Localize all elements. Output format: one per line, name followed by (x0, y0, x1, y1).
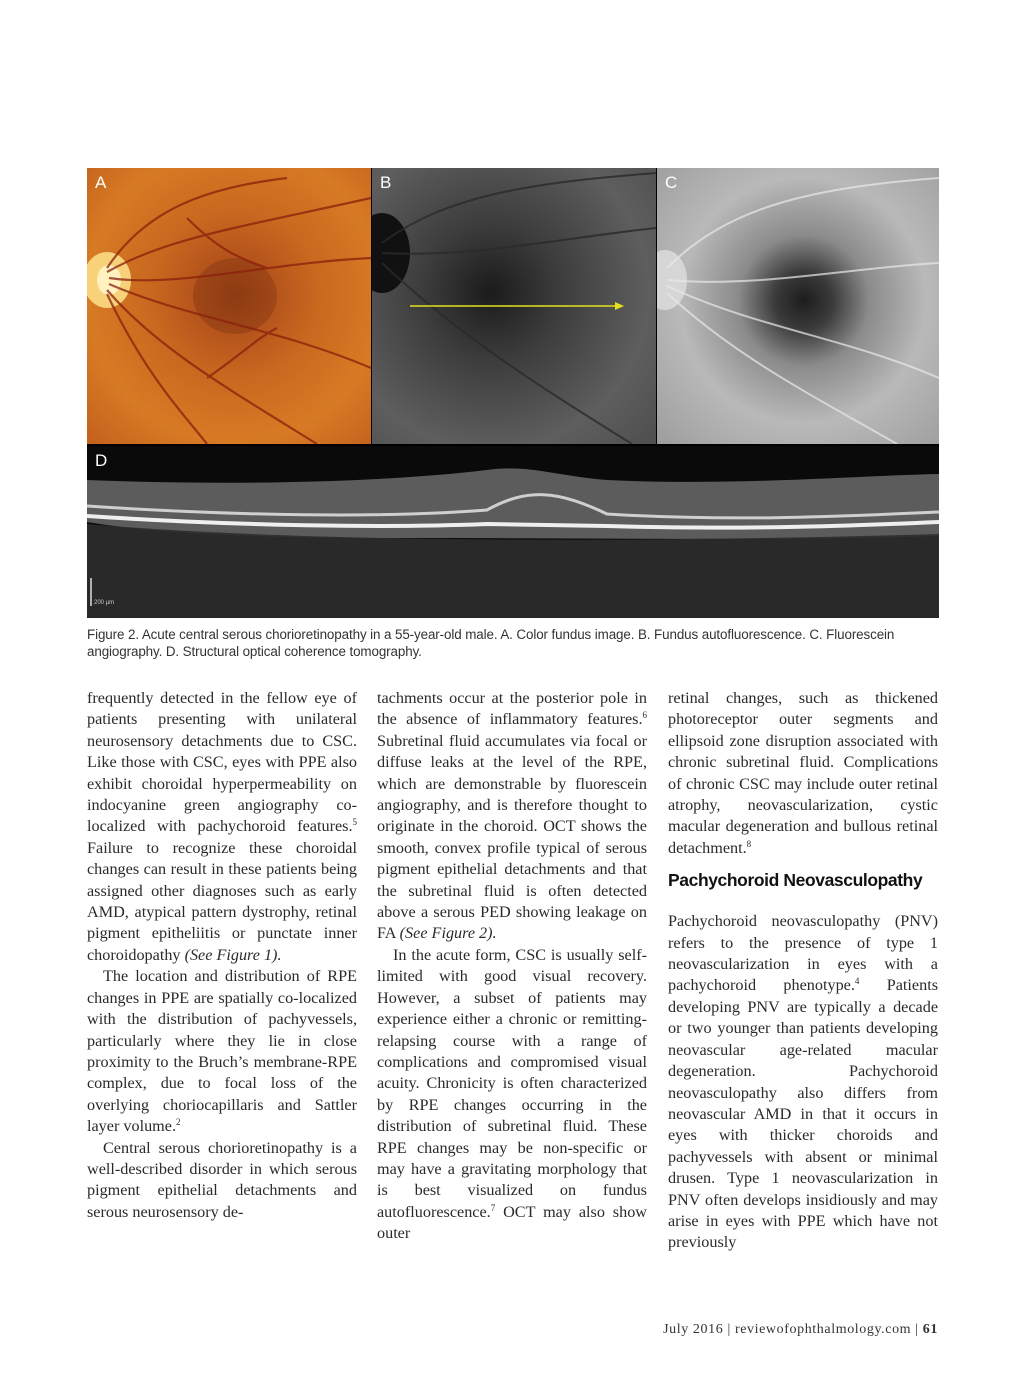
section-heading: Pachychoroid Neovasculopathy (668, 870, 923, 891)
text: Central serous chorioretinopathy is a well-described disorder in which serous pigment epithelial detachments and serous neurosensory de- (87, 1138, 357, 1221)
reference: 8 (746, 838, 752, 849)
figure-caption: Figure 2. Acute central serous chorioretinopathy in a 55-year-old male. A. Color fundus image. B. Fundus autofluorescence. C. Fluorescein angiography. D. Structural optical coherence tomography. (87, 627, 895, 659)
fundus-autofluorescence-image (372, 168, 656, 444)
page-number: 61 (922, 1322, 938, 1337)
panel-label-a: A (95, 173, 107, 192)
paragraph (87, 966, 357, 1137)
fundus-vessels (87, 168, 371, 444)
panel-label-c: C (665, 173, 678, 192)
fluorescein-angiography-image (657, 168, 939, 444)
paragraph (87, 688, 357, 966)
text: frequently detected in the fellow eye of patients presenting with unilateral neurosensory detachments due to CSC. Like those with CSC, eyes with PPE also exhibit choroidal hyperpermeability on indocyanine green angiography co-localized with pachychoroid features. (87, 689, 357, 836)
reference: 5 (352, 817, 357, 828)
reference: 6 (642, 710, 647, 721)
column-3 (668, 688, 938, 1254)
text: Pachychoroid neovasculopathy (PNV) refers to the presence of type 1 neovascularization in eyes with a pachychoroid phenotype. (668, 912, 938, 995)
footer-separator: | (727, 1322, 735, 1337)
text: retinal changes, such as thickened photoreceptor outer segments and ellipsoid zone disruption associated with chronic subretinal fluid. Complications of chronic CSC may include outer retinal atrophy, neovascularization, cystic macular degeneration and bullous retinal detachment. (668, 689, 938, 857)
paragraph (377, 945, 647, 1245)
column-1 (87, 688, 357, 1223)
paragraph (377, 688, 647, 945)
column-2 (377, 688, 647, 1245)
paragraph (668, 688, 938, 859)
page-footer (600, 1322, 938, 1338)
footer-date: July 2016 (663, 1322, 724, 1337)
panel-label-d: D (95, 451, 108, 470)
reference: 2 (176, 1117, 181, 1128)
scale-bar-label: 200 µm (94, 600, 115, 606)
oct-layers (87, 446, 939, 618)
autofluorescence-vessels (372, 168, 656, 444)
arrow-head (615, 302, 624, 310)
oct-scan-image (87, 446, 939, 618)
reference: 4 (854, 976, 860, 987)
panel-label-b: B (380, 173, 392, 192)
text: Subretinal fluid accumulates via focal or diffuse leaks at the level of the RPE, which are demonstrable by fluorescein angiography, and is therefore thought to originate in the choroid. OCT shows the smooth, convex profile typical of serous pigment epithelial detachments and that the subretinal fluid is often detected above a serous PED showing leakage on FA (377, 731, 647, 943)
paragraph (87, 1138, 357, 1224)
reference: 7 (490, 1202, 496, 1213)
text: OCT may also show outer (377, 1202, 647, 1243)
figure-reference: (See Figure 2). (399, 924, 497, 943)
text: Patients developing PNV are typically a decade or two younger than patients developing neovascular age-related macular degeneration. Pachychoroid neovasculopathy also differs from neovascular AMD in that it occurs in eyes with thicker choroids and pachyvessels with absent or minimal drusen. Type 1 neovascularization in PNV often develops insidiously and may arise in eyes with PPE which have not previously (668, 976, 938, 1252)
footer-site: reviewofophthalmology.com (734, 1322, 912, 1337)
figure-2 (87, 168, 939, 618)
footer-separator: | (915, 1322, 923, 1337)
text: tachments occur at the posterior pole in the absence of inflammatory features. (377, 689, 647, 729)
text: The location and distribution of RPE changes in PPE are spatially co-localized with the distribution of pachyvessels, particularly where they lie in close proximity to the Bruch’s membrane-RPE complex, due to focal loss of the overlying choriocapillaris and Sattler layer volume. (87, 967, 357, 1136)
text: In the acute form, CSC is usually self-limited with good visual recovery. However, a subset of patients may experience either a chronic or remitting-relapsing course with a range of complications and compromised visual acuity. Chronicity is often characterized by RPE changes occurring in the distribution of subretinal fluid. These RPE changes may be non-specific or may have a gravitating morphology that is best visualized on fundus autofluorescence. (377, 945, 647, 1221)
paragraph (668, 911, 938, 1254)
text: Failure to recognize these choroidal changes can result in these patients being assigned other diagnoses such as early AMD, atypical pattern dystrophy, retinal pigment epitheliitis or punctate inner choroidopathy (87, 838, 357, 964)
angiography-vessels (657, 168, 939, 444)
color-fundus-image (87, 168, 371, 444)
figure-reference: (See Figure 1). (184, 945, 282, 964)
